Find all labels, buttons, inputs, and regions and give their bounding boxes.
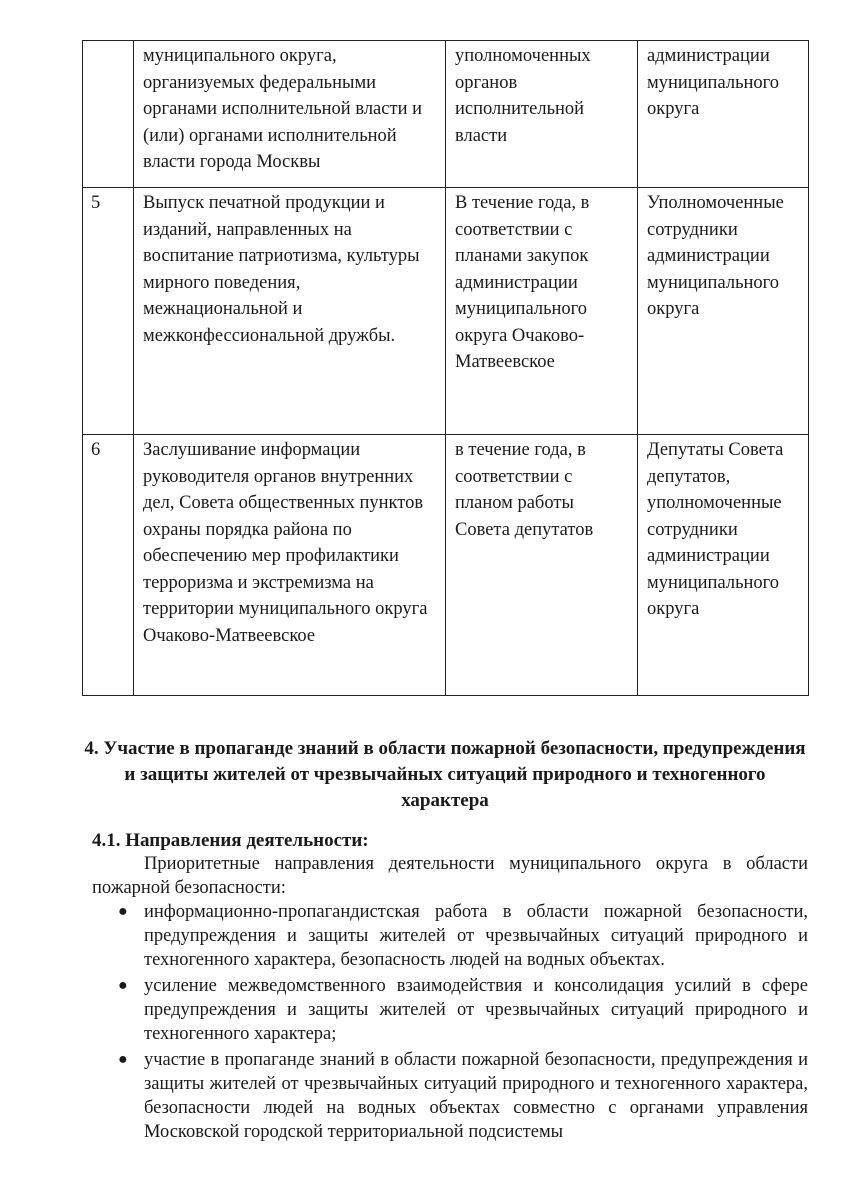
term-cell: уполномоченных органов исполнительной власти [446, 41, 638, 188]
responsible-cell: Уполномоченные сотрудники администрации муниципального округа [638, 188, 809, 435]
intro-paragraph: Приоритетные направления деятельности муниципального округа в области пожарной безопасности: [92, 854, 808, 898]
subsection-heading: 4.1. Направления деятельности: [92, 830, 369, 851]
list-item [92, 1048, 808, 1144]
table-row [83, 188, 809, 435]
row-number: 5 [83, 188, 134, 435]
events-table [82, 40, 809, 696]
table-row [83, 41, 809, 188]
responsible-cell: Депутаты Совета депутатов, уполномоченные сотрудники администрации муниципального округа [638, 435, 809, 696]
event-cell: муниципального округа, организуемых федеральными органами исполнительной власти и (или) органами исполнительной власти города Москвы [134, 41, 446, 188]
table-row [83, 435, 809, 696]
term-cell: в течение года, в соответствии с планом работы Совета депутатов [446, 435, 638, 696]
row-number: 6 [83, 435, 134, 696]
bullet-icon: ● [118, 1051, 128, 1068]
event-cell: Заслушивание информации руководителя органов внутренних дел, Совета общественных пунктов охраны порядка района по обеспечению мер профилактики терроризма и экстремизма на территории муниципального округа Очаково-Матвеевское [134, 435, 446, 696]
list-item [92, 974, 808, 1046]
section-heading: 4. Участие в пропаганде знаний в области пожарной безопасности, предупреждения и защиты жителей от чрезвычайных ситуаций природного и техногенного характера [84, 738, 806, 811]
term-cell: В течение года, в соответствии с планами закупок администрации муниципального округа Очаково-Матвеевское [446, 188, 638, 435]
row-number [83, 41, 134, 188]
list-item-text: усиление межведомственного взаимодействия и консолидация усилий в сфере предупреждения и защиты жителей от чрезвычайных ситуаций природного и техногенного характера; [144, 976, 808, 1044]
list-item-text: информационно-пропагандистская работа в области пожарной безопасности, предупреждения и защиты жителей от чрезвычайных ситуаций природного и техногенного характера, безопасность людей на водных объектах. [144, 902, 808, 970]
bullet-icon: ● [118, 977, 128, 994]
bullet-icon: ● [118, 903, 128, 920]
list-item [92, 900, 808, 972]
directions-list [92, 900, 808, 1146]
event-cell: Выпуск печатной продукции и изданий, направленных на воспитание патриотизма, культуры мирного поведения, межнациональной и межконфессиональной дружбы. [134, 188, 446, 435]
responsible-cell: администрации муниципального округа [638, 41, 809, 188]
list-item-text: участие в пропаганде знаний в области пожарной безопасности, предупреждения и защиты жителей от чрезвычайных ситуаций природного и техногенного характера, безопасности людей на водных объектах совместно с органами управления Московской городской территориальной подсистемы [144, 1050, 808, 1142]
